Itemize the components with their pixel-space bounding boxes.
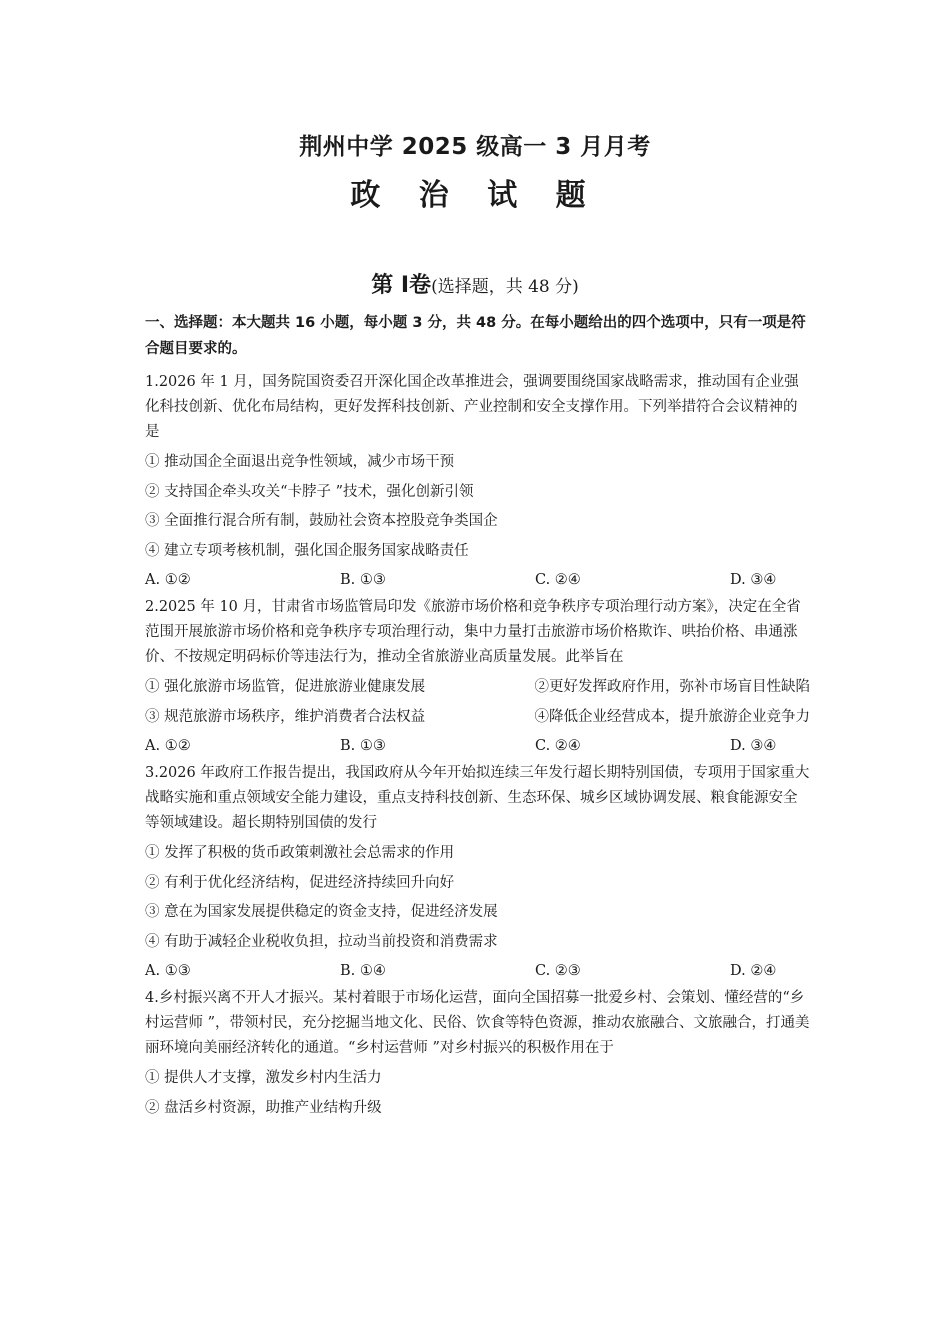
instructions: 一、选择题：本大题共 16 小题，每小题 3 分，共 48 分。在每小题给出的四个选项中，只有一项是符合题目要求的。 [145,315,806,357]
statement-option: ②更好发挥政府作用，弥补市场盲目性缺陷 [534,679,810,695]
question-3 [145,761,810,982]
choice-c: C. ②④ [535,738,581,754]
exam-title: 荆州中学 2025 级高一 3 月月考 [299,134,651,160]
statement-option: ② 有利于优化经济结构，促进经济持续回升向好 [145,874,455,891]
answer-choices [145,569,810,591]
statement-option: ③ 意在为国家发展提供稳定的资金支持，促进经济发展 [145,904,498,920]
choice-d: D. ③④ [730,572,777,588]
statement-option: ① 强化旅游市场监管，促进旅游业健康发展 [145,679,426,695]
statement-option: ① 推动国企全面退出竞争性领域，减少市场干预 [145,454,455,470]
statement-option: ④ 建立专项考核机制，强化国企服务国家战略责任 [145,542,469,559]
choice-d: D. ③④ [730,738,777,754]
section-heading [0,268,950,299]
statement-option: ① 发挥了积极的货币政策刺激社会总需求的作用 [145,845,455,861]
question-stem: 1.2026 年 1 月，国务院国资委召开深化国企改革推进会，强调要围绕国家战略需求，推动国有企业强化科技创新、优化布局结构，更好发挥科技创新、产业控制和安全支撑作用。下列举措符合会议精神的是 [145,374,799,440]
choice-a: A. ①③ [145,963,191,979]
statement-option: ① 提供人才支撑，激发乡村内生活力 [145,1070,382,1086]
question-1 [145,370,810,591]
statement-option-row [145,676,810,698]
section-label: 第 Ⅰ卷 [371,273,432,298]
question-2 [145,595,810,757]
question-stem: 3.2026 年政府工作报告提出，我国政府从今年开始拟连续三年发行超长期特别国债，专项用于国家重大战略实施和重点领域安全能力建设，重点支持科技创新、生态环保、城乡区域协调发展、粮食能源安全等领域建设。超长期特别国债的发行 [145,765,810,831]
question-stem: 4.乡村振兴离不开人才振兴。某村着眼于市场化运营，面向全国招募一批爱乡村、会策划、懂经营的“乡村运营师 ”，带领村民，充分挖掘当地文化、民俗、饮食等特色资源，推动农旅融合、文旅融合，打通美丽环境向美丽经济转化的通道。“乡村运营师 ”对乡村振兴的积极作用在于 [145,990,810,1056]
choice-b: B. ①③ [340,738,386,754]
answer-choices [145,735,810,757]
statement-option: ④降低企业经营成本，提升旅游企业竞争力 [534,708,810,725]
statement-option: ④ 有助于减轻企业税收负担，拉动当前投资和消费需求 [145,933,498,950]
question-list [145,370,810,1126]
statement-option: ③ 规范旅游市场秩序，维护消费者合法权益 [145,708,426,725]
choice-a: A. ①② [145,738,191,754]
choice-c: C. ②③ [535,963,581,979]
question-4 [145,986,810,1119]
choice-d: D. ②④ [730,963,777,979]
answer-choices [145,960,810,982]
choice-c: C. ②④ [535,572,581,588]
choice-a: A. ①② [145,572,191,588]
statement-option: ② 支持国企牵头攻关“卡脖子 ”技术，强化创新引领 [145,483,474,500]
subject-title: 政 治 试 题 [350,178,600,213]
statement-option-row [145,706,810,728]
question-stem: 2.2025 年 10 月，甘肃省市场监管局印发《旅游市场价格和竞争秩序专项治理行动方案》，决定在全省范围开展旅游市场价格和竞争秩序专项治理行动，集中力量打击旅游市场价格欺诈、哄抬价格、串通涨价、不按规定明码标价等违法行为，推动全省旅游业高质量发展。此举旨在 [145,599,801,665]
choice-b: B. ①④ [340,963,386,979]
choice-b: B. ①③ [340,572,386,588]
statement-option: ② 盘活乡村资源，助推产业结构升级 [145,1099,382,1116]
statement-option: ③ 全面推行混合所有制，鼓励社会资本控股竞争类国企 [145,513,498,529]
section-note: (选择题，共 48 分) [431,277,579,297]
